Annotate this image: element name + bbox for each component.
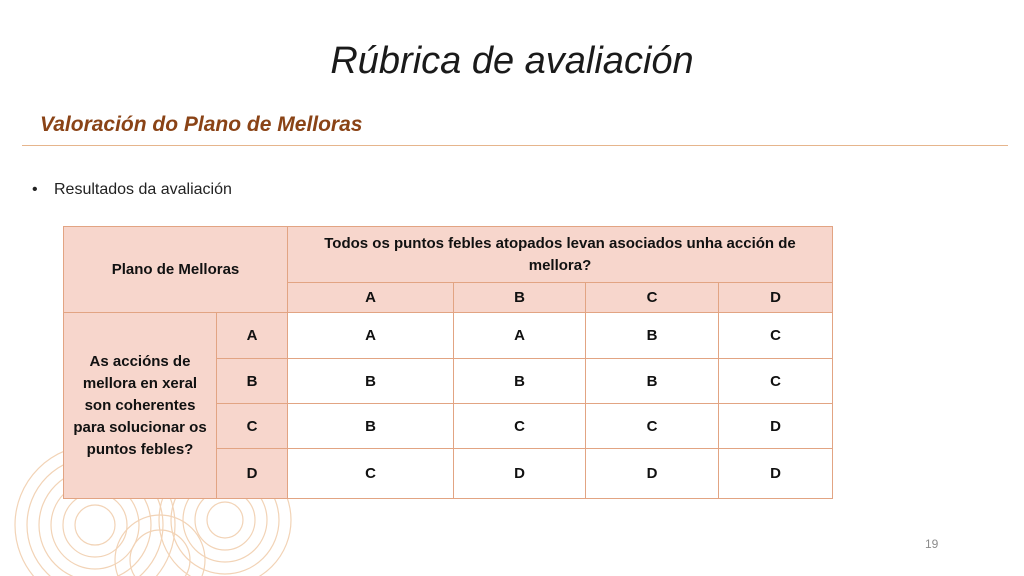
- slide-subtitle: Valoración do Plano de Melloras: [40, 113, 363, 136]
- column-group-header: Todos os puntos febles atopados levan asociados unha acción de mellora?: [288, 227, 833, 283]
- row-header: B: [217, 359, 288, 404]
- row-group-header: As accións de mellora en xeral son coherentes para solucionar os puntos febles?: [64, 313, 217, 499]
- rubric-table: [63, 226, 833, 499]
- table-cell: B: [586, 313, 719, 359]
- bullet-text: Resultados da avaliación: [54, 181, 232, 198]
- table-cell: B: [288, 404, 454, 449]
- table-cell: D: [586, 449, 719, 499]
- table-cell: A: [288, 313, 454, 359]
- table-row: [64, 313, 833, 359]
- row-header: A: [217, 313, 288, 359]
- page-number: 19: [925, 537, 939, 551]
- table-cell: C: [719, 359, 833, 404]
- column-header: A: [288, 283, 454, 313]
- slide-title: Rúbrica de avaliación: [330, 40, 694, 82]
- row-header: C: [217, 404, 288, 449]
- table-cell: D: [454, 449, 586, 499]
- bullet-dot-icon: •: [32, 181, 38, 198]
- table-cell: C: [586, 404, 719, 449]
- table-cell: B: [454, 359, 586, 404]
- column-header: B: [454, 283, 586, 313]
- table-cell: D: [719, 449, 833, 499]
- column-header: C: [586, 283, 719, 313]
- table-cell: C: [454, 404, 586, 449]
- table-cell: C: [719, 313, 833, 359]
- table-cell: B: [586, 359, 719, 404]
- divider-line: [22, 145, 1008, 146]
- column-header: D: [719, 283, 833, 313]
- table-cell: B: [288, 359, 454, 404]
- row-header: D: [217, 449, 288, 499]
- table-cell: D: [719, 404, 833, 449]
- table-cell: A: [454, 313, 586, 359]
- table-cell: C: [288, 449, 454, 499]
- corner-header: Plano de Melloras: [64, 227, 288, 313]
- bullet-item: [32, 181, 232, 199]
